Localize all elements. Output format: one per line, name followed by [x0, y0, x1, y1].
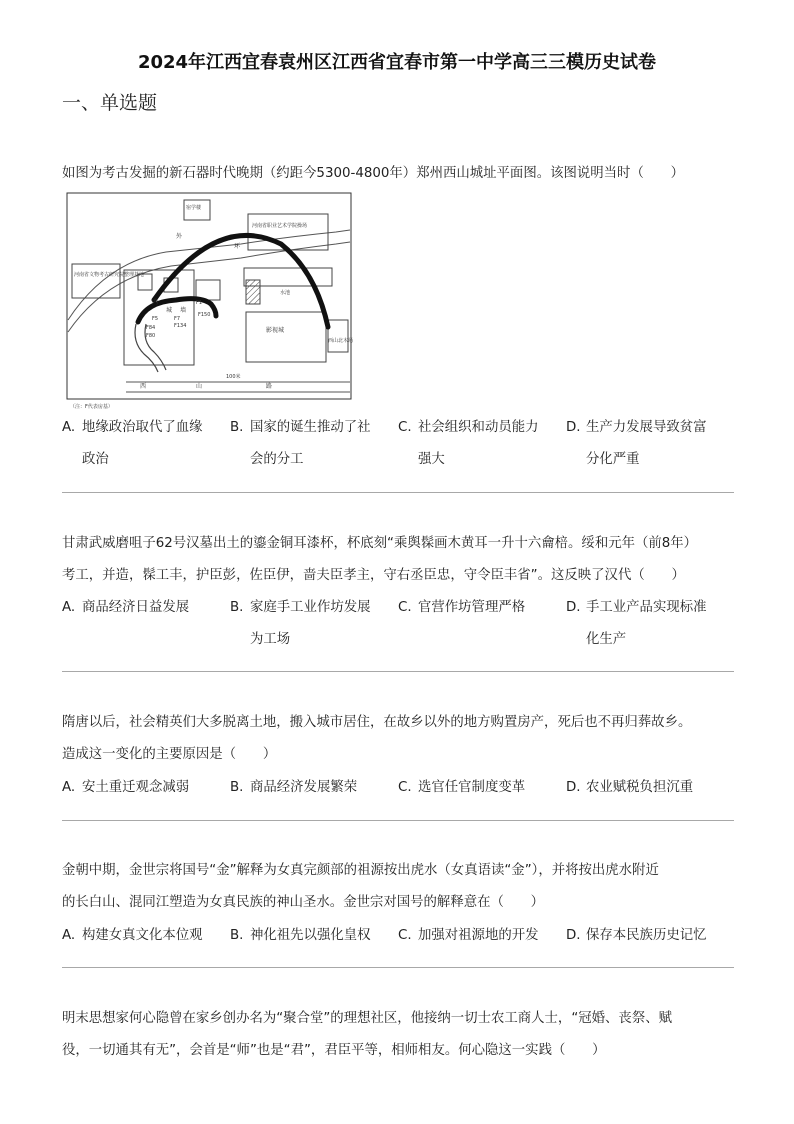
- svg-text:西: 西: [140, 383, 147, 390]
- svg-text:F5: F5: [152, 316, 159, 322]
- option-a[interactable]: A. 安土重迁观念减弱: [62, 780, 190, 795]
- question-4-options: [62, 920, 734, 952]
- figure-label: 河南省职业艺术学院操场: [252, 223, 308, 229]
- svg-text:F80: F80: [146, 333, 156, 339]
- svg-text:F1: F1: [196, 300, 203, 306]
- svg-text:内: 内: [152, 299, 159, 306]
- question-3-options: [62, 772, 734, 804]
- svg-text:路: 路: [266, 383, 273, 390]
- svg-text:F150: F150: [198, 312, 211, 318]
- option-a[interactable]: A. 地缘政治取代了血缘 政治: [62, 420, 203, 467]
- svg-text:F84: F84: [146, 325, 156, 331]
- question-4-stem: 金朝中期，金世宗将国号“金”解释为女真完颜部的祖源按出虎水（女真语读“金”），并将按出虎水附近 的长白山、混同江塑造为女真民族的神山圣水。金世宗对国号的解释意在（ ）: [62, 863, 659, 910]
- question-divider: [62, 671, 734, 672]
- svg-text:F7: F7: [174, 316, 181, 322]
- option-d[interactable]: D. 保存本民族历史记忆: [566, 928, 707, 943]
- svg-text:影视城: 影视城: [266, 327, 285, 334]
- svg-text:外: 外: [176, 233, 183, 240]
- question-2-stem: 甘肃武威磨咀子62号汉墓出土的鎏金铜耳漆杯，杯底刻“乘舆髹画木黄耳一升十六龠棓。绥和元年（前8年） 考工，并造，髹工丰，护臣彭，佐臣伊，啬夫臣孝主，守右丞臣忠，守令臣丰省”。这反映了汉代（ ）: [62, 536, 698, 583]
- figure-label: 宿学楼: [186, 205, 202, 211]
- question-5-stem: 明末思想家何心隐曾在家乡创办名为“聚合堂”的理想社区，他接纳一切士农工商人士，“冠婚、丧祭、赋 役，一切通其有无”，会首是“师”也是“君”，君臣平等，相师相友。何心隐这一实践（ ）: [62, 1011, 672, 1058]
- xishan-site-map-figure: [66, 192, 354, 412]
- option-c[interactable]: C. 社会组织和动员能力 强大: [398, 420, 539, 467]
- option-b[interactable]: B. 国家的诞生推动了社 会的分工: [230, 420, 371, 467]
- question-1-options: [62, 412, 734, 476]
- option-a[interactable]: A. 商品经济日益发展: [62, 600, 190, 615]
- exam-title: 2024年江西宜春袁州区江西省宜春市第一中学高三三模历史试卷: [137, 52, 657, 73]
- option-a[interactable]: A. 构建女真文化本位观: [62, 928, 203, 943]
- svg-text:100米: 100米: [226, 374, 241, 380]
- option-d[interactable]: D. 手工业产品实现标准 化生产: [566, 600, 707, 647]
- svg-text:环: 环: [234, 243, 241, 250]
- section-heading: 一、单选题: [62, 92, 158, 114]
- svg-text:西山北木场: 西山北木场: [328, 338, 354, 344]
- svg-text:F134: F134: [174, 323, 187, 329]
- question-divider: [62, 967, 734, 968]
- option-c[interactable]: C. 加强对祖源地的开发: [398, 928, 539, 943]
- svg-text:水池: 水池: [280, 290, 291, 296]
- question-divider: [62, 492, 734, 493]
- option-b[interactable]: B. 家庭手工业作坊发展 为工场: [230, 600, 371, 647]
- option-b[interactable]: B. 商品经济发展繁荣: [230, 780, 358, 795]
- option-d[interactable]: D. 农业赋税负担沉重: [566, 780, 694, 795]
- option-c[interactable]: C. 官营作坊管理严格: [398, 600, 526, 615]
- option-b[interactable]: B. 神化祖先以强化皇权: [230, 928, 371, 943]
- svg-text:墙: 墙: [180, 307, 187, 314]
- question-1-stem: 如图为考古发掘的新石器时代晚期（约距今5300-4800年）郑州西山城址平面图。该图说明当时（ ）: [62, 166, 685, 181]
- option-d[interactable]: D. 生产力发展导致贫富 分化严重: [566, 420, 707, 467]
- figure-label: 河南省文物考古研究院整理基地: [74, 272, 145, 278]
- option-c[interactable]: C. 选官任官制度变革: [398, 780, 526, 795]
- figure-note: （注：F代表房基）: [70, 404, 113, 410]
- question-2-options: [62, 592, 734, 656]
- question-3-stem: 隋唐以后，社会精英们大多脱离土地，搬入城市居住，在故乡以外的地方购置房产，死后也不再归葬故乡。 造成这一变化的主要原因是（ ）: [62, 715, 692, 762]
- question-divider: [62, 820, 734, 821]
- svg-text:城: 城: [166, 307, 173, 314]
- svg-text:山: 山: [196, 383, 203, 390]
